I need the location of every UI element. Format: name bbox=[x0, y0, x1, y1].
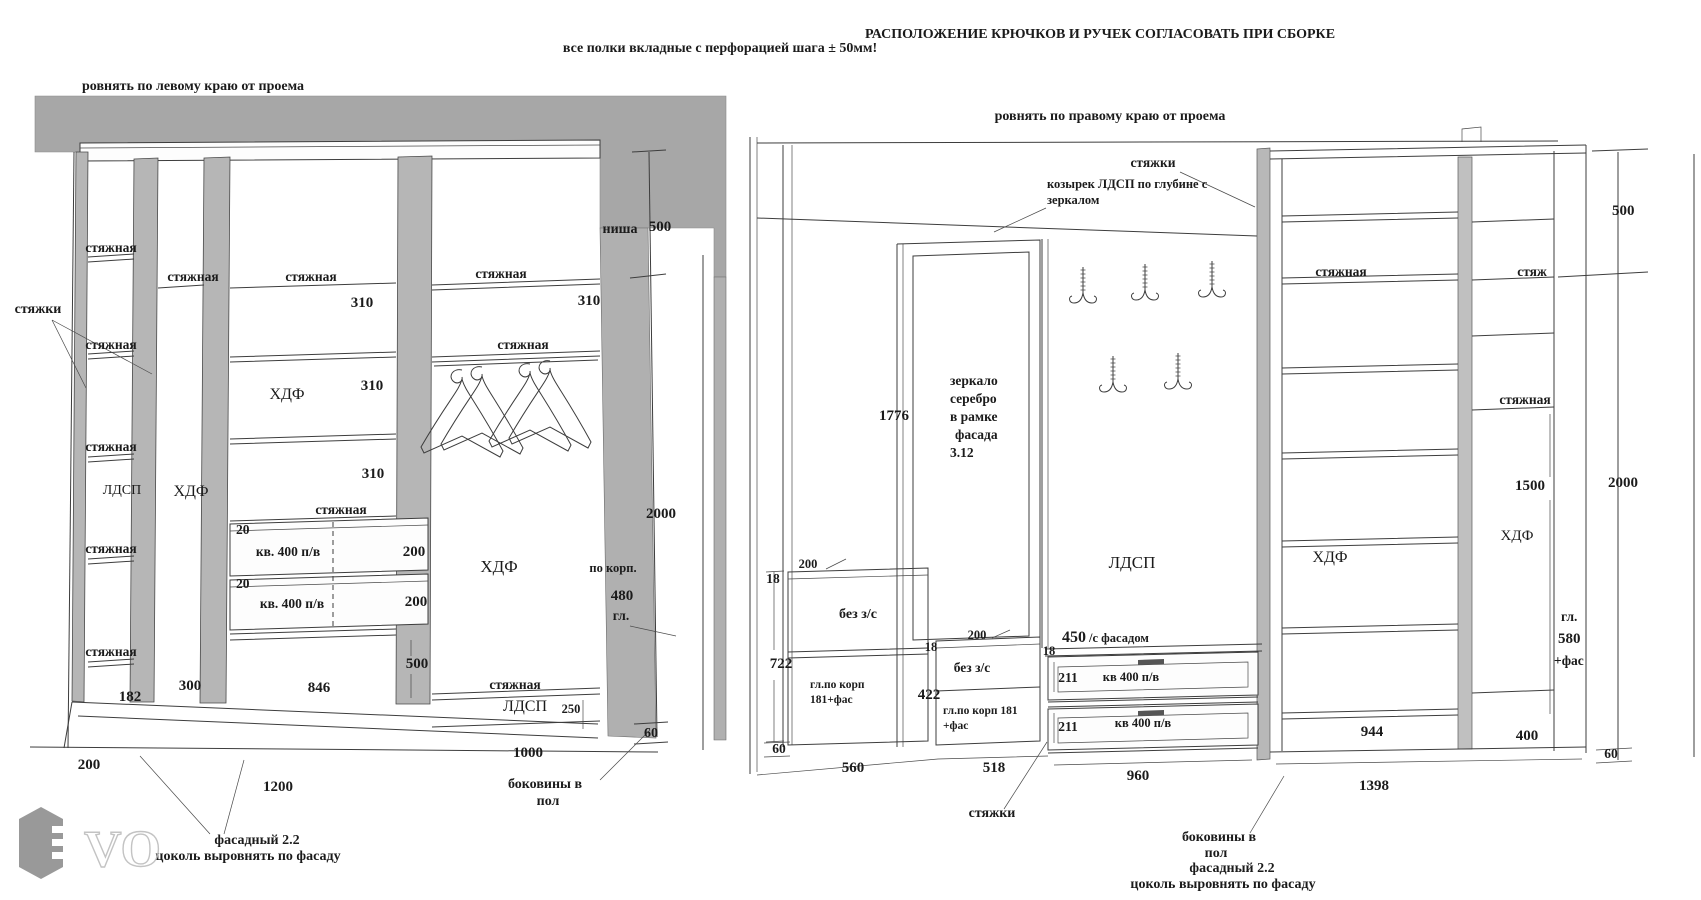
material-label: ХДФ bbox=[1312, 549, 1348, 566]
hangers bbox=[421, 361, 591, 457]
dim-450: 450 bbox=[1062, 629, 1086, 646]
dim-60: 60 bbox=[772, 741, 786, 756]
ties-pointer-label: стяжки bbox=[968, 806, 1016, 821]
po-korp-label: по корп. bbox=[589, 561, 637, 575]
dim-2000: 2000 bbox=[1608, 475, 1638, 491]
plinth-note: цоколь выровнять по фасаду bbox=[155, 849, 341, 864]
tie-label: стяжная bbox=[489, 677, 541, 692]
dim-200: 200 bbox=[798, 557, 818, 571]
right-drawers[interactable] bbox=[1042, 644, 1262, 765]
assembly-note: РАСПОЛОЖЕНИЕ КРЮЧКОВ И РУЧЕК СОГЛАСОВАТЬ ПРИ СБОРКЕ bbox=[864, 27, 1336, 42]
right-wall-strip bbox=[600, 228, 656, 738]
unit-divider bbox=[1458, 157, 1472, 749]
shelves-note: все полки вкладные с перфорацией шага ± 50мм! bbox=[562, 41, 878, 56]
hook-icon bbox=[1165, 353, 1192, 389]
sides-note: пол bbox=[1204, 846, 1228, 861]
no-backwall-label: без з/с bbox=[953, 660, 991, 675]
tie-label: стяжная bbox=[85, 541, 137, 556]
dim-960: 960 bbox=[1126, 768, 1150, 784]
dim-182: 182 bbox=[118, 689, 142, 705]
canopy-note: козырек ЛДСП по глубине с bbox=[1047, 177, 1208, 191]
dim-400: 400 bbox=[1515, 728, 1539, 744]
material-label: ХДФ bbox=[480, 557, 518, 576]
facade-note: фасадный 2.2 bbox=[214, 833, 300, 848]
facade-note: фасадный 2.2 bbox=[1189, 861, 1275, 876]
dim-560: 560 bbox=[841, 760, 865, 776]
logo-letters: VO bbox=[84, 821, 161, 878]
mirror-note: 3.12 bbox=[950, 445, 974, 460]
dim-20: 20 bbox=[236, 522, 250, 537]
material-label: ХДФ bbox=[269, 386, 305, 403]
hook-icon bbox=[1100, 356, 1127, 392]
dim-211: 211 bbox=[1058, 670, 1078, 685]
depth-note: гл.по корп 181 bbox=[943, 705, 1018, 717]
material-label: ЛДСП bbox=[102, 483, 142, 498]
dim-1398: 1398 bbox=[1359, 778, 1389, 794]
dim-211: 211 bbox=[1058, 719, 1078, 734]
tie-label: стяжная bbox=[167, 269, 219, 284]
dim-1200: 1200 bbox=[263, 779, 293, 795]
col2-shelf bbox=[158, 285, 204, 288]
hook-panel bbox=[1042, 239, 1048, 648]
dim-1776: 1776 bbox=[879, 408, 909, 424]
unit-side-panel bbox=[1257, 148, 1270, 760]
dim-18: 18 bbox=[1042, 644, 1056, 658]
right-footer-leader bbox=[1250, 776, 1284, 833]
mirror-note: серебро bbox=[950, 391, 997, 406]
dim-518: 518 bbox=[982, 760, 1006, 776]
right-dim-lines bbox=[1558, 149, 1648, 763]
tie-label: стяжная bbox=[85, 439, 137, 454]
col1-shelves bbox=[88, 254, 134, 667]
ties-pointer-label: стяжки bbox=[14, 302, 62, 317]
tie-label: стяжная bbox=[1315, 264, 1367, 279]
tie-label: стяжная bbox=[85, 644, 137, 659]
material-label: ХДФ bbox=[173, 483, 209, 500]
mirror-note: в рамке bbox=[950, 409, 998, 424]
dim-310: 310 bbox=[361, 466, 385, 482]
drawer-label: кв. 400 п/в bbox=[259, 596, 325, 611]
sides-note: пол bbox=[536, 794, 560, 809]
coat-hooks[interactable] bbox=[1070, 261, 1226, 392]
right-align-note: ровнять по правому краю от проема bbox=[994, 109, 1226, 124]
gl-label: гл. bbox=[1561, 609, 1578, 624]
right-wardrobe-drawing bbox=[757, 127, 1694, 892]
dim-200: 200 bbox=[404, 594, 428, 610]
dim-500-top: 500 bbox=[648, 219, 672, 235]
tie-label: стяжная bbox=[85, 240, 137, 255]
hook-icon bbox=[1070, 267, 1097, 303]
sides-note: боковины в bbox=[1181, 830, 1257, 845]
dim-310: 310 bbox=[577, 293, 601, 309]
dim-60: 60 bbox=[1604, 746, 1618, 761]
evo-logo bbox=[19, 807, 161, 879]
left-align-note: ровнять по левому краю от проема bbox=[82, 79, 305, 94]
mirror-note: фасада bbox=[955, 427, 998, 442]
tie-label: стяжная bbox=[85, 337, 137, 352]
depth-note: +фас bbox=[943, 720, 969, 732]
dim-18: 18 bbox=[924, 640, 938, 654]
hook-icon bbox=[1199, 261, 1226, 297]
drawer-depth-suffix: /с фасадом bbox=[1089, 631, 1149, 645]
hook-icon bbox=[1132, 264, 1159, 300]
dim-500-bottom: 500 bbox=[405, 656, 429, 672]
dim-500: 500 bbox=[1612, 203, 1635, 219]
mirror-note: зеркало bbox=[950, 373, 998, 388]
tie-short-label: стяж bbox=[1517, 264, 1547, 279]
material-label: ЛДСП bbox=[503, 698, 547, 715]
drawer-label: кв. 400 п/в bbox=[255, 544, 321, 559]
dim-18: 18 bbox=[766, 571, 780, 586]
no-backwall-label: без з/с bbox=[839, 607, 877, 622]
dim-846: 846 bbox=[307, 680, 331, 696]
tie-label: стяжная bbox=[497, 337, 549, 352]
tie-label: стяжная bbox=[1499, 392, 1551, 407]
ties-pointer-label: стяжки bbox=[1130, 155, 1176, 170]
plus-fas-label: +фас bbox=[1554, 653, 1584, 668]
material-label: ХДФ bbox=[1500, 528, 1534, 544]
plinth-note: цоколь выровнять по фасаду bbox=[1130, 877, 1316, 892]
depth-note: гл.по корп bbox=[810, 679, 865, 691]
dim-250: 250 bbox=[561, 702, 581, 716]
dim-422: 422 bbox=[917, 687, 941, 703]
drawer-label: кв 400 п/в bbox=[1102, 670, 1160, 684]
dim-310: 310 bbox=[350, 295, 374, 311]
tie-label: стяжная bbox=[285, 269, 337, 284]
dim-200-corner: 200 bbox=[77, 757, 101, 773]
sides-note: боковины в bbox=[507, 777, 583, 792]
dim-580: 580 bbox=[1558, 631, 1581, 647]
dim-300: 300 bbox=[178, 678, 202, 694]
dim-2000: 2000 bbox=[646, 506, 676, 522]
drawer-label: кв 400 п/в bbox=[1114, 716, 1172, 730]
gl-label: гл. bbox=[612, 608, 630, 623]
tie-label: стяжная bbox=[315, 502, 367, 517]
dim-1500: 1500 bbox=[1515, 478, 1545, 494]
dim-310: 310 bbox=[360, 378, 384, 394]
dim-722: 722 bbox=[769, 656, 793, 672]
dim-60: 60 bbox=[644, 726, 658, 741]
niche-label: ниша bbox=[602, 222, 638, 237]
dim-200: 200 bbox=[402, 544, 426, 560]
material-label: ЛДСП bbox=[1108, 553, 1156, 572]
dim-20: 20 bbox=[236, 576, 250, 591]
depth-note: 181+фас bbox=[810, 694, 853, 706]
ties-bottom-leader bbox=[1004, 742, 1047, 809]
dim-200: 200 bbox=[967, 628, 987, 642]
dim-944: 944 bbox=[1360, 724, 1384, 740]
left-wardrobe-drawing bbox=[15, 96, 792, 864]
canopy-note: зеркалом bbox=[1047, 193, 1100, 207]
dim-480: 480 bbox=[610, 588, 634, 604]
canopy-line bbox=[757, 218, 1257, 236]
bookshelf-unit bbox=[1270, 145, 1586, 764]
dim-1000: 1000 bbox=[513, 745, 543, 761]
tie-label: стяжная bbox=[475, 266, 527, 281]
